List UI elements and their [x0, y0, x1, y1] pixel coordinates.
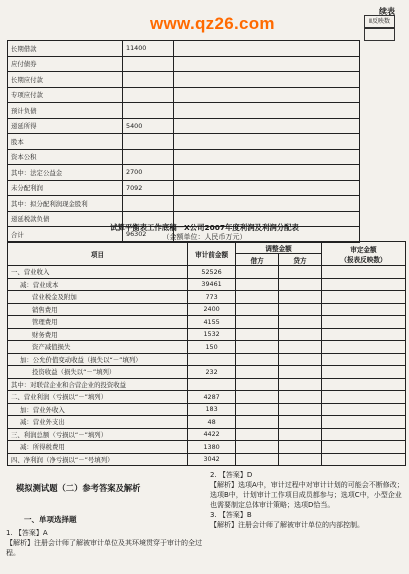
balance-value: 5400	[123, 118, 174, 134]
col-credit: 贷方	[279, 254, 322, 266]
balance-label: 递延所得	[8, 118, 123, 134]
audited-cell	[321, 366, 405, 379]
balance-value	[123, 72, 174, 88]
balance-value	[123, 87, 174, 103]
profit-value: 1380	[187, 441, 235, 454]
debit-cell	[236, 453, 279, 466]
profit-label: 四、净利润（净亏损以“－”号填列）	[8, 453, 188, 466]
balance-row	[8, 149, 360, 165]
q3-answer: 【答案】B	[218, 511, 252, 519]
credit-cell	[279, 403, 322, 416]
profit-row	[8, 366, 406, 379]
debit-cell	[236, 353, 279, 366]
q3-number: 3.	[210, 511, 219, 519]
balance-empty	[174, 56, 360, 72]
balance-label: 长期借款	[8, 41, 123, 57]
profit-label: 营业税金及附加	[8, 291, 188, 304]
profit-row	[8, 416, 406, 429]
balance-row	[8, 103, 360, 119]
profit-label: 加：营业外收入	[8, 403, 188, 416]
col-audited	[321, 242, 405, 266]
audited-cell	[321, 266, 405, 279]
audited-cell	[321, 416, 405, 429]
debit-cell	[236, 366, 279, 379]
profit-label: 管理费用	[8, 316, 188, 329]
credit-cell	[279, 416, 322, 429]
balance-label: 其中：拟分配利润现金股利	[8, 196, 123, 212]
profit-value: 3042	[187, 453, 235, 466]
profit-row	[8, 316, 406, 329]
balance-label: 合计	[8, 227, 123, 243]
credit-cell	[279, 353, 322, 366]
q1-answer: 【答案】A	[14, 529, 48, 537]
profit-label: 销售费用	[8, 303, 188, 316]
debit-cell	[236, 291, 279, 304]
balance-label: 应付债券	[8, 56, 123, 72]
balance-value: 2700	[123, 165, 174, 181]
balance-empty	[174, 134, 360, 150]
section-single-choice: 一、单项选择题	[24, 515, 77, 524]
profit-table-unit: （金额单位：人民币万元）	[162, 233, 247, 241]
col-item: 项目	[8, 242, 188, 266]
profit-table-title: 试算平衡表工作底稿一X公司2007年度利润及利润分配表	[110, 223, 299, 232]
col-audited-sub: （报表反映数）	[340, 255, 387, 264]
profit-row	[8, 328, 406, 341]
profit-row	[8, 428, 406, 441]
audited-cell	[321, 353, 405, 366]
col-debit: 借方	[236, 254, 279, 266]
balance-empty	[174, 180, 360, 196]
debit-cell	[236, 328, 279, 341]
profit-row	[8, 453, 406, 466]
balance-row	[8, 180, 360, 196]
balance-row	[8, 196, 360, 212]
credit-cell	[279, 428, 322, 441]
debit-cell	[236, 416, 279, 429]
profit-row	[8, 378, 406, 391]
profit-table	[7, 241, 406, 466]
credit-cell	[279, 278, 322, 291]
credit-cell	[279, 366, 322, 379]
profit-label: 财务费用	[8, 328, 188, 341]
profit-row	[8, 353, 406, 366]
credit-cell	[279, 303, 322, 316]
balance-empty	[174, 149, 360, 165]
q2-explanation: 【解析】选项A中，审计过程中对审计计划的可能会不断修改；选项B中，计划审计工作项目成员都参与；选项C中，小型企业也需要制定总体审计策略；选项D恰当。	[210, 481, 404, 509]
profit-value	[187, 353, 235, 366]
profit-label: 资产减值损失	[8, 341, 188, 354]
balance-empty	[174, 196, 360, 212]
profit-value: 39461	[187, 278, 235, 291]
debit-cell	[236, 378, 279, 391]
profit-value: 52526	[187, 266, 235, 279]
debit-cell	[236, 391, 279, 404]
profit-value: 232	[187, 366, 235, 379]
profit-value: 4155	[187, 316, 235, 329]
balance-value: 11400	[123, 41, 174, 57]
debit-cell	[236, 441, 279, 454]
answers-heading: 模拟测试题（二）参考答案及解析	[16, 483, 141, 493]
q3-explanation: 【解析】注册会计师了解被审计单位的内部控制。	[210, 521, 364, 529]
balance-label: 长期应付款	[8, 72, 123, 88]
balance-row	[8, 134, 360, 150]
balance-value: 7092	[123, 180, 174, 196]
balance-label: 专项应付款	[8, 87, 123, 103]
balance-sheet-table	[7, 40, 360, 243]
balance-row	[8, 165, 360, 181]
profit-label: 一、营业收入	[8, 266, 188, 279]
balance-label: 未分配利润	[8, 180, 123, 196]
profit-row	[8, 341, 406, 354]
credit-cell	[279, 266, 322, 279]
profit-value: 4287	[187, 391, 235, 404]
profit-row	[8, 278, 406, 291]
balance-value	[123, 134, 174, 150]
balance-label: 预计负债	[8, 103, 123, 119]
profit-value: 183	[187, 403, 235, 416]
balance-empty	[174, 87, 360, 103]
q1-explanation: 【解析】注册会计师了解被审计单位及其环境贯穿于审计的全过程。	[6, 539, 202, 557]
balance-label: 股本	[8, 134, 123, 150]
debit-cell	[236, 303, 279, 316]
profit-label: 其中：对联营企业和合营企业的投资收益	[8, 378, 188, 391]
balance-row	[8, 41, 360, 57]
audited-cell	[321, 278, 405, 291]
profit-row	[8, 391, 406, 404]
credit-cell	[279, 316, 322, 329]
balance-empty	[174, 118, 360, 134]
col-pre-audit: 审计前金额	[187, 242, 235, 266]
credit-cell	[279, 291, 322, 304]
debit-cell	[236, 316, 279, 329]
credit-cell	[279, 453, 322, 466]
credit-cell	[279, 391, 322, 404]
balance-value: 96302	[123, 227, 174, 243]
profit-row	[8, 403, 406, 416]
profit-row	[8, 291, 406, 304]
audited-cell	[321, 378, 405, 391]
audited-cell	[321, 291, 405, 304]
profit-label: 加：公允价值变动收益（损失以“－”填列）	[8, 353, 188, 366]
col-audited-label: 审定金额	[350, 245, 377, 254]
balance-label: 资本公积	[8, 149, 123, 165]
profit-row	[8, 266, 406, 279]
profit-label: 减：营业外支出	[8, 416, 188, 429]
balance-empty	[174, 72, 360, 88]
profit-label: 二、营业利润（亏损以“－”填列）	[8, 391, 188, 404]
audited-cell	[321, 441, 405, 454]
audited-cell	[321, 316, 405, 329]
profit-value	[187, 378, 235, 391]
profit-label: 三、利润总额（亏损以“－”填列）	[8, 428, 188, 441]
balance-value	[123, 56, 174, 72]
audited-cell	[321, 391, 405, 404]
profit-value: 4422	[187, 428, 235, 441]
top-right-fragment	[364, 15, 395, 41]
profit-value: 2400	[187, 303, 235, 316]
col-adjust: 调整金额	[236, 242, 322, 254]
profit-label: 减：营业成本	[8, 278, 188, 291]
profit-value: 150	[187, 341, 235, 354]
profit-row	[8, 441, 406, 454]
debit-cell	[236, 403, 279, 416]
balance-row	[8, 56, 360, 72]
profit-value: 773	[187, 291, 235, 304]
audited-cell	[321, 453, 405, 466]
profit-label: 减：所得税费用	[8, 441, 188, 454]
balance-empty	[174, 165, 360, 181]
balance-value	[123, 149, 174, 165]
credit-cell	[279, 328, 322, 341]
fragment-cell: Ⅱ反映数	[364, 15, 395, 28]
balance-empty	[174, 103, 360, 119]
profit-label: 投资收益（损失以“－”填列）	[8, 366, 188, 379]
balance-value	[123, 103, 174, 119]
q1-number: 1.	[6, 529, 15, 537]
credit-cell	[279, 378, 322, 391]
profit-value: 1532	[187, 328, 235, 341]
debit-cell	[236, 341, 279, 354]
audited-cell	[321, 341, 405, 354]
balance-label: 其中：法定公益金	[8, 165, 123, 181]
balance-value	[123, 196, 174, 212]
balance-row	[8, 87, 360, 103]
profit-value: 48	[187, 416, 235, 429]
answer-1	[6, 528, 202, 558]
debit-cell	[236, 278, 279, 291]
q2-number: 2.	[210, 471, 219, 479]
fragment-cell	[364, 28, 395, 41]
debit-cell	[236, 428, 279, 441]
balance-row	[8, 72, 360, 88]
balance-label: 递延税款负债	[8, 211, 123, 227]
balance-empty	[174, 41, 360, 57]
profit-row	[8, 303, 406, 316]
audited-cell	[321, 328, 405, 341]
balance-row	[8, 118, 360, 134]
watermark-url: www.qz26.com	[150, 14, 275, 33]
audited-cell	[321, 303, 405, 316]
audited-cell	[321, 428, 405, 441]
credit-cell	[279, 441, 322, 454]
q2-answer: 【答案】D	[218, 471, 253, 479]
answer-2-3	[210, 470, 404, 530]
audited-cell	[321, 403, 405, 416]
debit-cell	[236, 266, 279, 279]
credit-cell	[279, 341, 322, 354]
continued-label: 续表	[379, 7, 395, 16]
